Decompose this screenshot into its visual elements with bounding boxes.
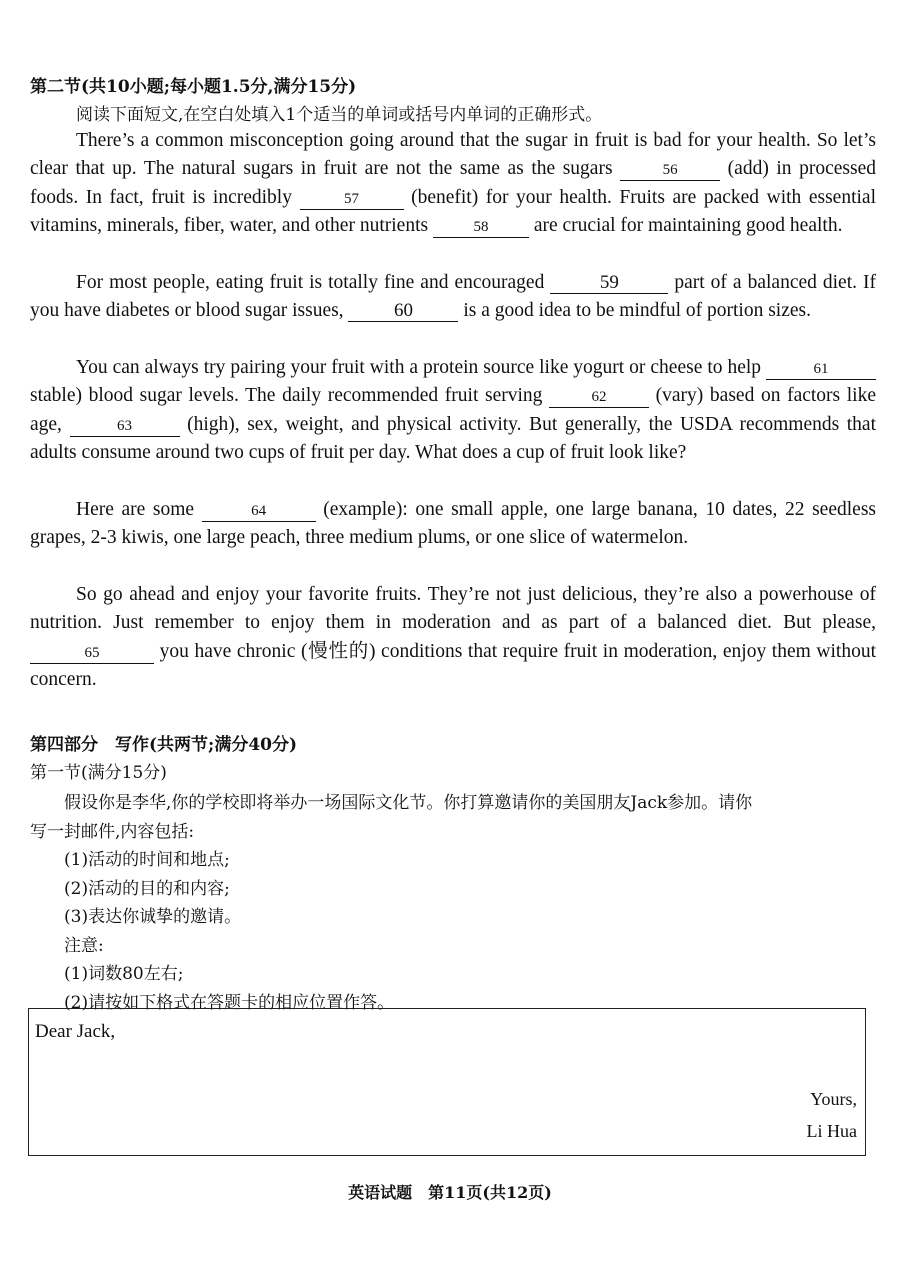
passage-paragraph-3 <box>30 354 876 467</box>
letter-answer-box[interactable] <box>28 1008 866 1156</box>
blank-60[interactable]: 60 <box>348 301 458 322</box>
writing-prompt-line-1: 假设你是李华,你的学校即将举办一场国际文化节。你打算邀请你的美国朋友Jack参加。请你 <box>64 793 753 813</box>
p4-text-1: Here are some <box>76 499 202 520</box>
p1-text-3: (benefit) for your health. Fruits are packed with essential vitamins, minerals, fiber, water, and other nutrients <box>30 186 876 236</box>
p3-text-3: (vary) based on factors like age, <box>30 385 876 435</box>
writing-prompt-line-2: 写一封邮件,内容包括: <box>30 822 195 842</box>
writing-item-1: (1)活动的时间和地点; <box>64 850 230 870</box>
page-footer: 英语试题 第11页(共12页) <box>348 1183 552 1202</box>
writing-item-3: (3)表达你诚挚的邀请。 <box>64 907 242 927</box>
blank-63[interactable]: 63 <box>70 416 180 437</box>
p1-text-2: (add) in processed foods. In fact, fruit is incredibly <box>30 158 876 208</box>
blank-65[interactable]: 65 <box>30 643 154 664</box>
p2-text-3: is a good idea to be mindful of portion sizes. <box>458 300 811 322</box>
p5-text-2: you have chronic (慢性的) conditions that require fruit in moderation, enjoy them without concern. <box>30 640 876 690</box>
blank-61[interactable]: 61 <box>766 359 876 380</box>
letter-closing: Yours, <box>810 1089 857 1109</box>
section2-heading: 第二节(共10小题;每小题1.5分,满分15分) <box>30 77 357 97</box>
p1-text-1: There’s a common misconception going around that the sugar in fruit is bad for your health. So let’s clear that up. The natural sugars in fruit are not the same as the sugars <box>30 130 876 180</box>
blank-58[interactable]: 58 <box>433 217 529 238</box>
p2-text-1: For most people, eating fruit is totally fine and encouraged <box>76 272 551 293</box>
p3-text-2: stable) blood sugar levels. The daily recommended fruit serving <box>30 385 550 407</box>
passage-paragraph-5 <box>30 581 876 694</box>
blank-64[interactable]: 64 <box>202 501 316 522</box>
p3-text-4: (high), sex, weight, and physical activity. But generally, the USDA recommends that adults consume around two cups of fruit per day. What does a cup of fruit look like? <box>30 413 876 463</box>
section2-instruction: 阅读下面短文,在空白处填入1个适当的单词或括号内单词的正确形式。 <box>76 105 603 125</box>
p5-text-1: So go ahead and enjoy your favorite fruits. They’re not just delicious, they’re also a powerhouse of nutrition. Just remember to enjoy them in moderation and as part of a balanced diet. But please, <box>30 584 876 634</box>
writing-note-1: (1)词数80左右; <box>64 964 184 984</box>
part4-heading: 第四部分 写作(共两节;满分40分) <box>30 735 298 755</box>
p4-text-2: (example): one small apple, one large banana, 10 dates, 22 seedless grapes, 2-3 kiwis, one large peach, three medium plums, or one slice of watermelon. <box>30 499 876 549</box>
writing-note-label: 注意: <box>64 936 104 956</box>
passage-paragraph-4 <box>30 496 876 553</box>
part4-section1-heading: 第一节(满分15分) <box>30 763 167 783</box>
p3-text-1: You can always try pairing your fruit with a protein source like yogurt or cheese to help <box>76 357 766 378</box>
letter-signature: Li Hua <box>806 1121 857 1141</box>
blank-57[interactable]: 57 <box>300 189 404 210</box>
blank-56[interactable]: 56 <box>620 160 720 181</box>
letter-greeting: Dear Jack, <box>35 1021 116 1042</box>
p2-text-2: part of a balanced diet. If you have diabetes or blood sugar issues, <box>30 272 876 322</box>
passage-paragraph-1 <box>30 127 876 240</box>
writing-item-2: (2)活动的目的和内容; <box>64 879 230 899</box>
writing-note-2: (2)请按如下格式在答题卡的相应位置作答。 <box>64 993 395 1013</box>
passage-paragraph-2 <box>30 269 876 326</box>
blank-59[interactable]: 59 <box>550 273 668 294</box>
p1-text-4: are crucial for maintaining good health. <box>528 214 843 236</box>
blank-62[interactable]: 62 <box>549 387 649 408</box>
